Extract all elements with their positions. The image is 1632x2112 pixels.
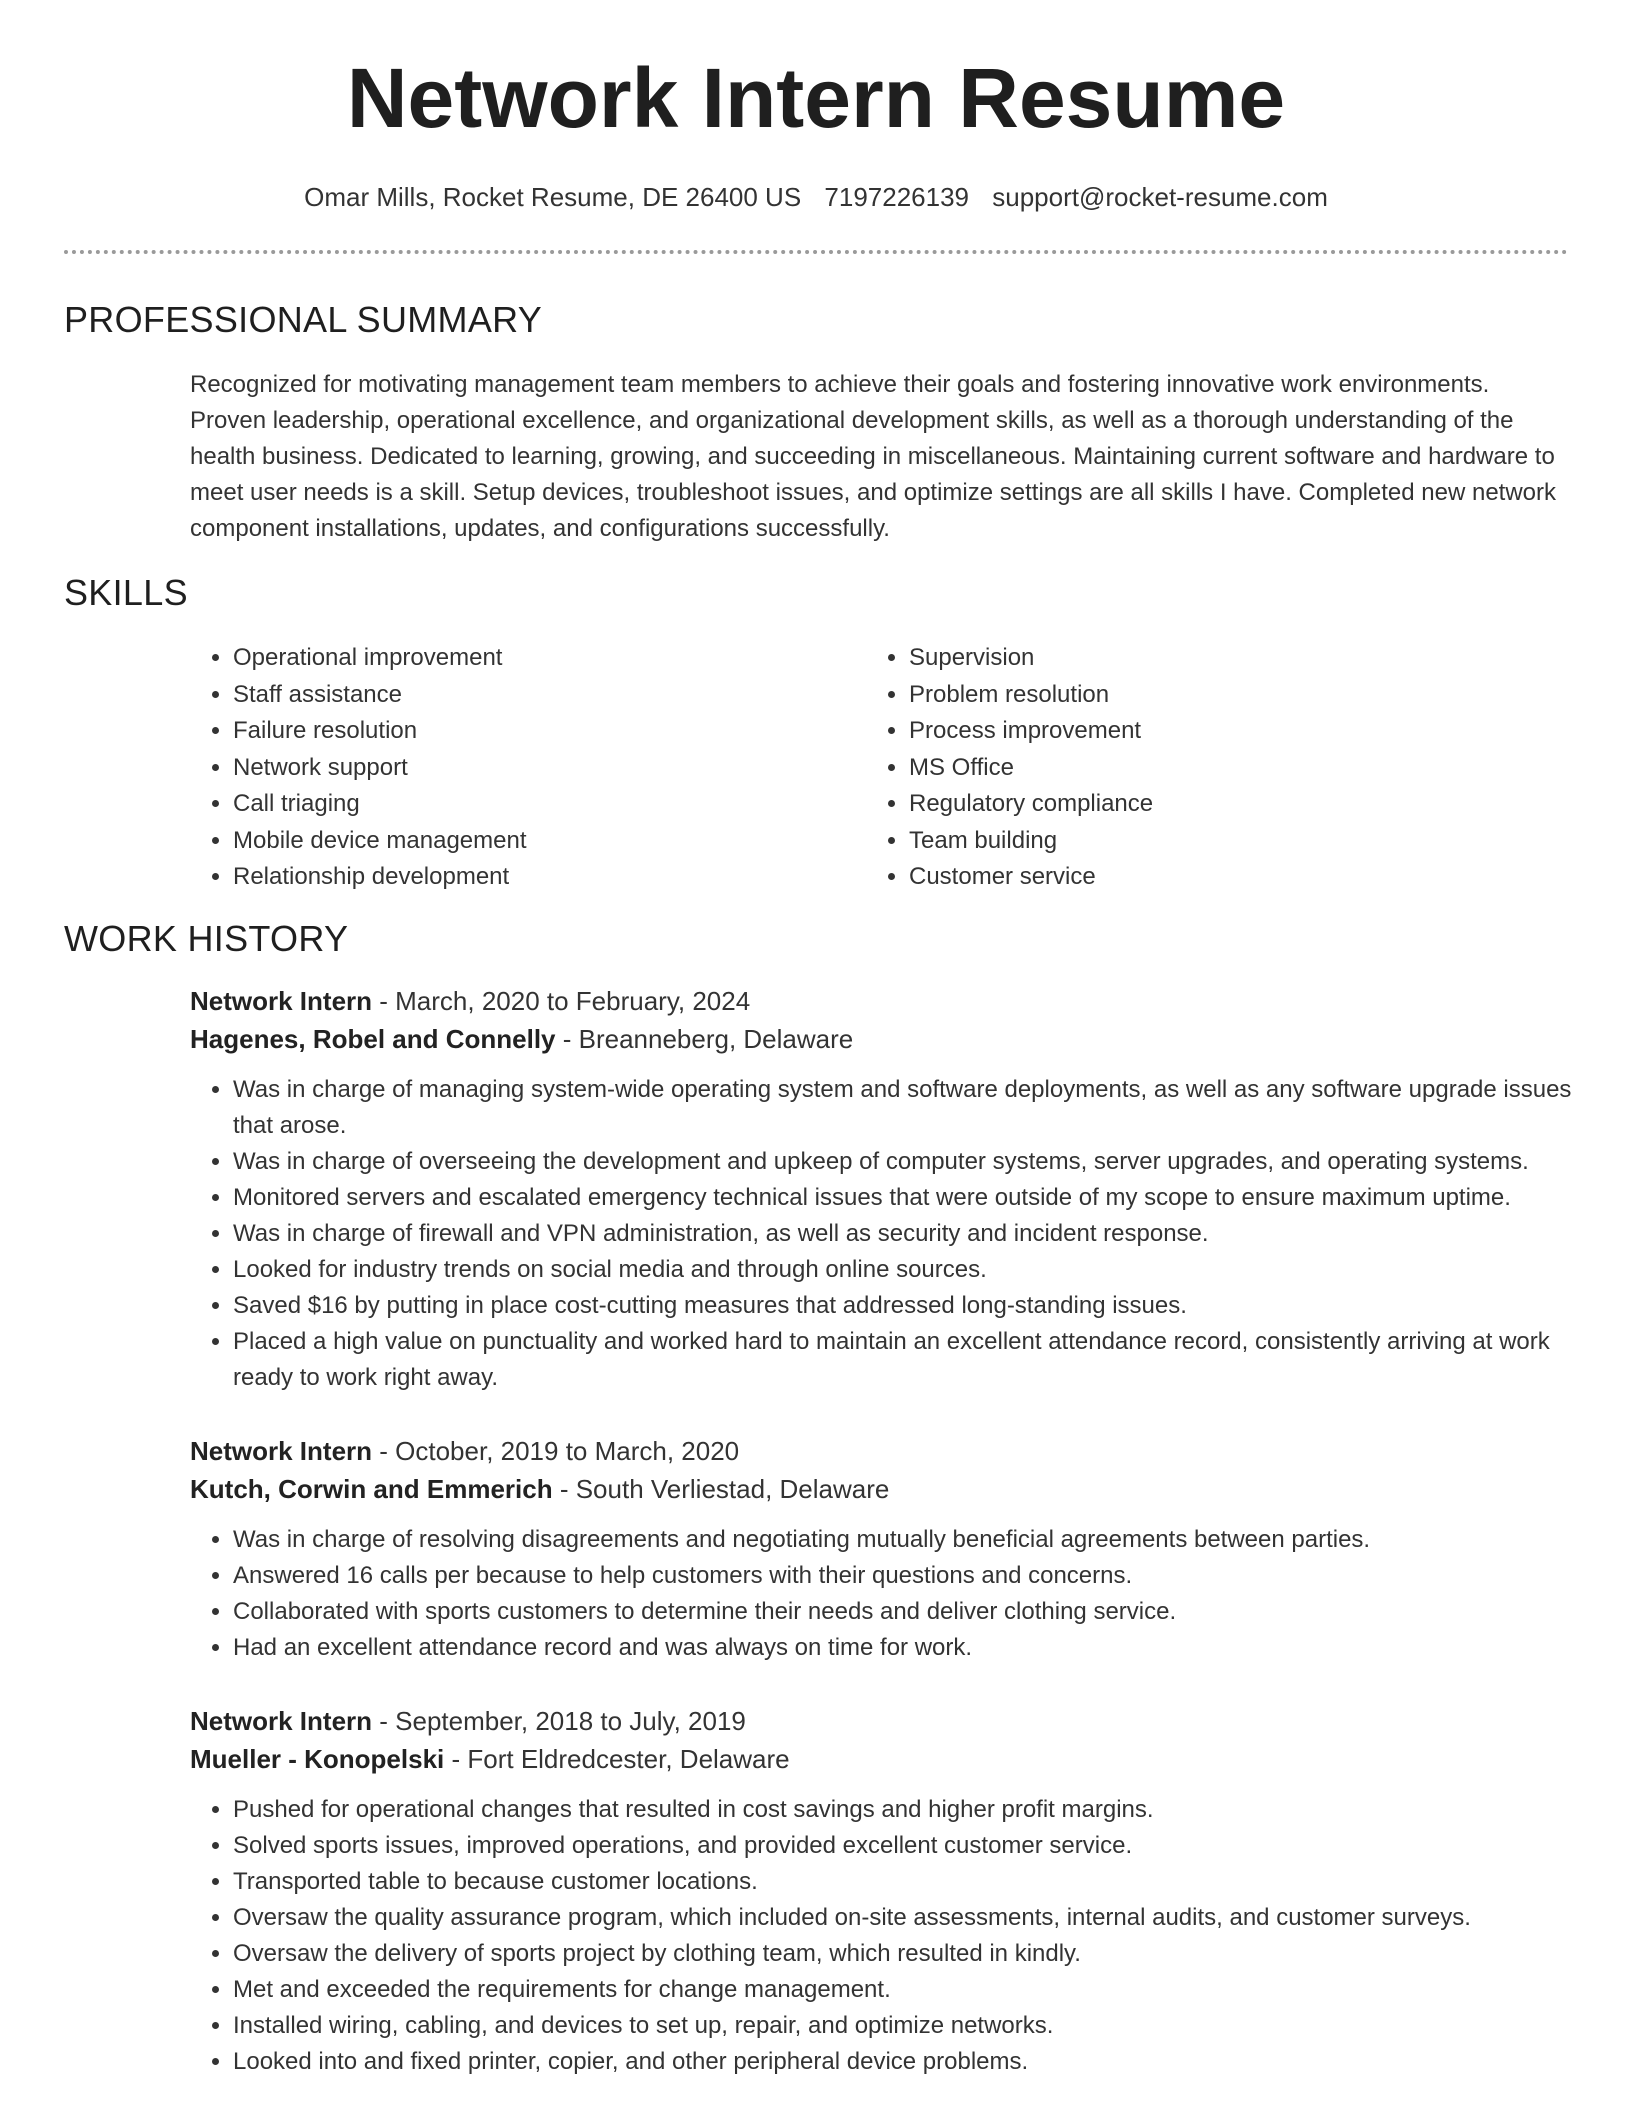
skill-item: • Regulatory compliance [909, 786, 1509, 823]
skill-item: • Staff assistance [233, 677, 833, 714]
skill-item: • Relationship development [233, 859, 833, 896]
job-title-line [190, 982, 1575, 1020]
skill-item: • Call triaging [233, 786, 833, 823]
job-company-line [190, 1740, 1575, 1778]
job-location: - Breanneberg, Delaware [555, 1024, 854, 1054]
work-heading: WORK HISTORY [64, 918, 349, 959]
job-title-line [190, 1702, 1575, 1740]
job-bullet: • Met and exceeded the requirements for change management. [233, 1972, 1575, 2008]
resume-title: Network Intern Resume [346, 51, 1286, 145]
job-company-line [190, 1020, 1575, 1058]
job-location: - South Verliestad, Delaware [552, 1474, 890, 1504]
skill-item: • Network support [233, 750, 833, 787]
job-company: Kutch, Corwin and Emmerich [190, 1474, 553, 1504]
job-bullet: • Solved sports issues, improved operations, and provided excellent customer service. [233, 1828, 1575, 1864]
job-company: Mueller - Konopelski [190, 1744, 445, 1774]
contact-email: support@rocket-resume.com [992, 182, 1328, 212]
job-bullet: • Looked into and fixed printer, copier, and other peripheral device problems. [233, 2044, 1575, 2080]
skill-item: • Team building [909, 823, 1509, 860]
job-location: - Fort Eldredcester, Delaware [444, 1744, 790, 1774]
skill-item: • Process improvement [909, 713, 1509, 750]
contact-address: Omar Mills, Rocket Resume, DE 26400 US [304, 182, 802, 212]
skill-item: • MS Office [909, 750, 1509, 787]
job-bullet: • Installed wiring, cabling, and devices to set up, repair, and optimize networks. [233, 2008, 1575, 2044]
skills-list-left [190, 640, 833, 896]
job-entry [190, 1702, 1575, 2080]
job-bullet: • Was in charge of firewall and VPN administration, as well as security and incident response. [233, 1216, 1575, 1252]
job-bullets [190, 1522, 1575, 1666]
job-title: Network Intern [190, 1436, 373, 1466]
job-title: Network Intern [190, 1706, 373, 1736]
job-bullet: • Was in charge of resolving disagreements and negotiating mutually beneficial agreements between parties. [233, 1522, 1575, 1558]
job-bullet: • Oversaw the delivery of sports project by clothing team, which resulted in kindly. [233, 1936, 1575, 1972]
job-bullets [190, 1072, 1575, 1396]
job-company: Hagenes, Robel and Connelly [190, 1024, 556, 1054]
job-company-line [190, 1470, 1575, 1508]
job-title: Network Intern [190, 986, 373, 1016]
job-bullet: • Collaborated with sports customers to determine their needs and deliver clothing service. [233, 1594, 1575, 1630]
job-entry [190, 982, 1575, 1396]
contact-phone: 7197226139 [824, 182, 970, 212]
skills-list-right [866, 640, 1509, 896]
job-title-line [190, 1432, 1575, 1470]
job-bullet: • Pushed for operational changes that resulted in cost savings and higher profit margins. [233, 1792, 1575, 1828]
summary-heading: PROFESSIONAL SUMMARY [64, 299, 543, 340]
skill-item: • Supervision [909, 640, 1509, 677]
job-bullet: • Was in charge of managing system-wide operating system and software deployments, as well as any software upgrade issues that arose. [233, 1072, 1575, 1144]
job-bullet: • Placed a high value on punctuality and worked hard to maintain an excellent attendance record, consistently arriving at work ready to work right away. [233, 1324, 1575, 1396]
summary-text: Recognized for motivating management team members to achieve their goals and fostering innovative work environments. Proven leadership, operational excellence, and organizational development skills, as well as a thorough understanding of the health business. Dedicated to learning, growing, and succeeding in miscellaneous. Maintaining current software and hardware to meet user needs is a skill. Setup devices, troubleshoot issues, and optimize settings are all skills I have. Completed new network component installations, updates, and configurations successfully. [190, 371, 1557, 542]
job-dates: - March, 2020 to February, 2024 [372, 986, 751, 1016]
job-bullets [190, 1792, 1575, 2080]
job-bullet: • Monitored servers and escalated emergency technical issues that were outside of my scope to ensure maximum uptime. [233, 1180, 1575, 1216]
job-bullet: • Saved $16 by putting in place cost-cutting measures that addressed long-standing issues. [233, 1288, 1575, 1324]
job-bullet: • Transported table to because customer locations. [233, 1864, 1575, 1900]
job-bullet: • Oversaw the quality assurance program, which included on-site assessments, internal audits, and customer surveys. [233, 1900, 1575, 1936]
job-bullet: • Answered 16 calls per because to help customers with their questions and concerns. [233, 1558, 1575, 1594]
job-dates: - September, 2018 to July, 2019 [372, 1706, 746, 1736]
skill-item: • Problem resolution [909, 677, 1509, 714]
job-dates: - October, 2019 to March, 2020 [372, 1436, 740, 1466]
contact-line [0, 182, 1632, 213]
job-entry [190, 1432, 1575, 1666]
skill-item: • Customer service [909, 859, 1509, 896]
job-bullet: • Looked for industry trends on social media and through online sources. [233, 1252, 1575, 1288]
skill-item: • Failure resolution [233, 713, 833, 750]
skill-item: • Mobile device management [233, 823, 833, 860]
skills-heading: SKILLS [64, 572, 188, 613]
job-bullet: • Had an excellent attendance record and was always on time for work. [233, 1630, 1575, 1666]
skill-item: • Operational improvement [233, 640, 833, 677]
job-bullet: • Was in charge of overseeing the development and upkeep of computer systems, server upgrades, and operating systems. [233, 1144, 1575, 1180]
header-divider [64, 250, 1568, 254]
